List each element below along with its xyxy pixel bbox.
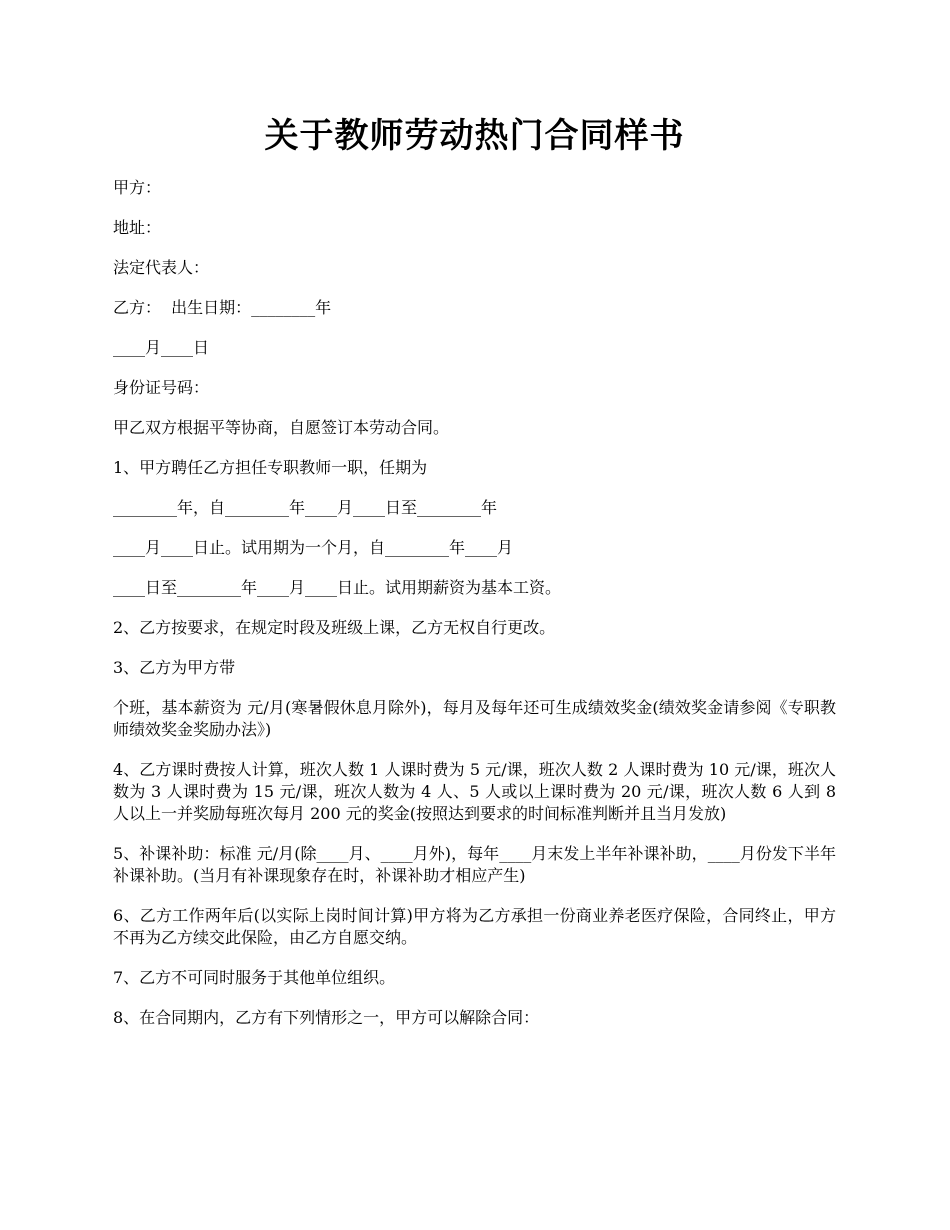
clause-8: 8、在合同期内，乙方有下列情形之一，甲方可以解除合同：	[113, 1008, 540, 1027]
document-title: 关于教师劳动热门合同样书	[264, 116, 685, 156]
clause-7: 7、乙方不可同时服务于其他单位组织。	[113, 968, 396, 987]
clause-3: 3、乙方为甲方带	[113, 658, 236, 677]
clause-3-continued: 个班，基本薪资为 元/月(寒暑假休息月除外)，每月及每年还可生成绩效奖金(绩效奖金请参阅《专职教师绩效奖金奖励办法》)	[113, 698, 836, 739]
clause-1-line-3: ____月____日止。试用期为一个月，自________年____月	[113, 538, 514, 557]
clause-4: 4、乙方课时费按人计算，班次人数 1 人课时费为 5 元/课，班次人数 2 人课时费为 10 元/课，班次人数为 3 人课时费为 15 元/课，班次人数为 4 人、5 人或以上课时费为 20 元/课，班次人数 6 人到 8 人以上一并奖励每班次每月 200 元的奖金(按照达到要求的时间标准判断并且当月发放)	[113, 760, 836, 823]
clause-2: 2、乙方按要求，在规定时段及班级上课，乙方无权自行更改。	[113, 618, 556, 637]
address-line: 地址：	[113, 218, 162, 237]
clause-1-line-1: 1、甲方聘任乙方担任专职教师一职，任期为	[113, 458, 428, 477]
party-a-line: 甲方：	[113, 178, 162, 197]
clause-1-line-2: ________年，自________年____月____日至________年	[113, 498, 498, 517]
party-b-line: 乙方： 出生日期：________年	[113, 298, 332, 317]
clause-5: 5、补课补助：标准 元/月(除____月、____月外)，每年____月末发上半年补课补助，____月份发下半年补课补助。(当月有补课现象存在时，补课补助才相应产生)	[113, 844, 836, 885]
agreement-intro: 甲乙双方根据平等协商，自愿签订本劳动合同。	[113, 418, 450, 437]
id-number-line: 身份证号码：	[113, 378, 210, 397]
legal-representative-line: 法定代表人：	[113, 258, 210, 277]
clause-1-line-4: ____日至________年____月____日止。试用期薪资为基本工资。	[113, 578, 562, 597]
birth-date-line: ____月____日	[113, 338, 210, 357]
clause-6: 6、乙方工作两年后(以实际上岗时间计算)甲方将为乙方承担一份商业养老医疗保险，合同终止，甲方不再为乙方续交此保险，由乙方自愿交纳。	[113, 906, 836, 947]
